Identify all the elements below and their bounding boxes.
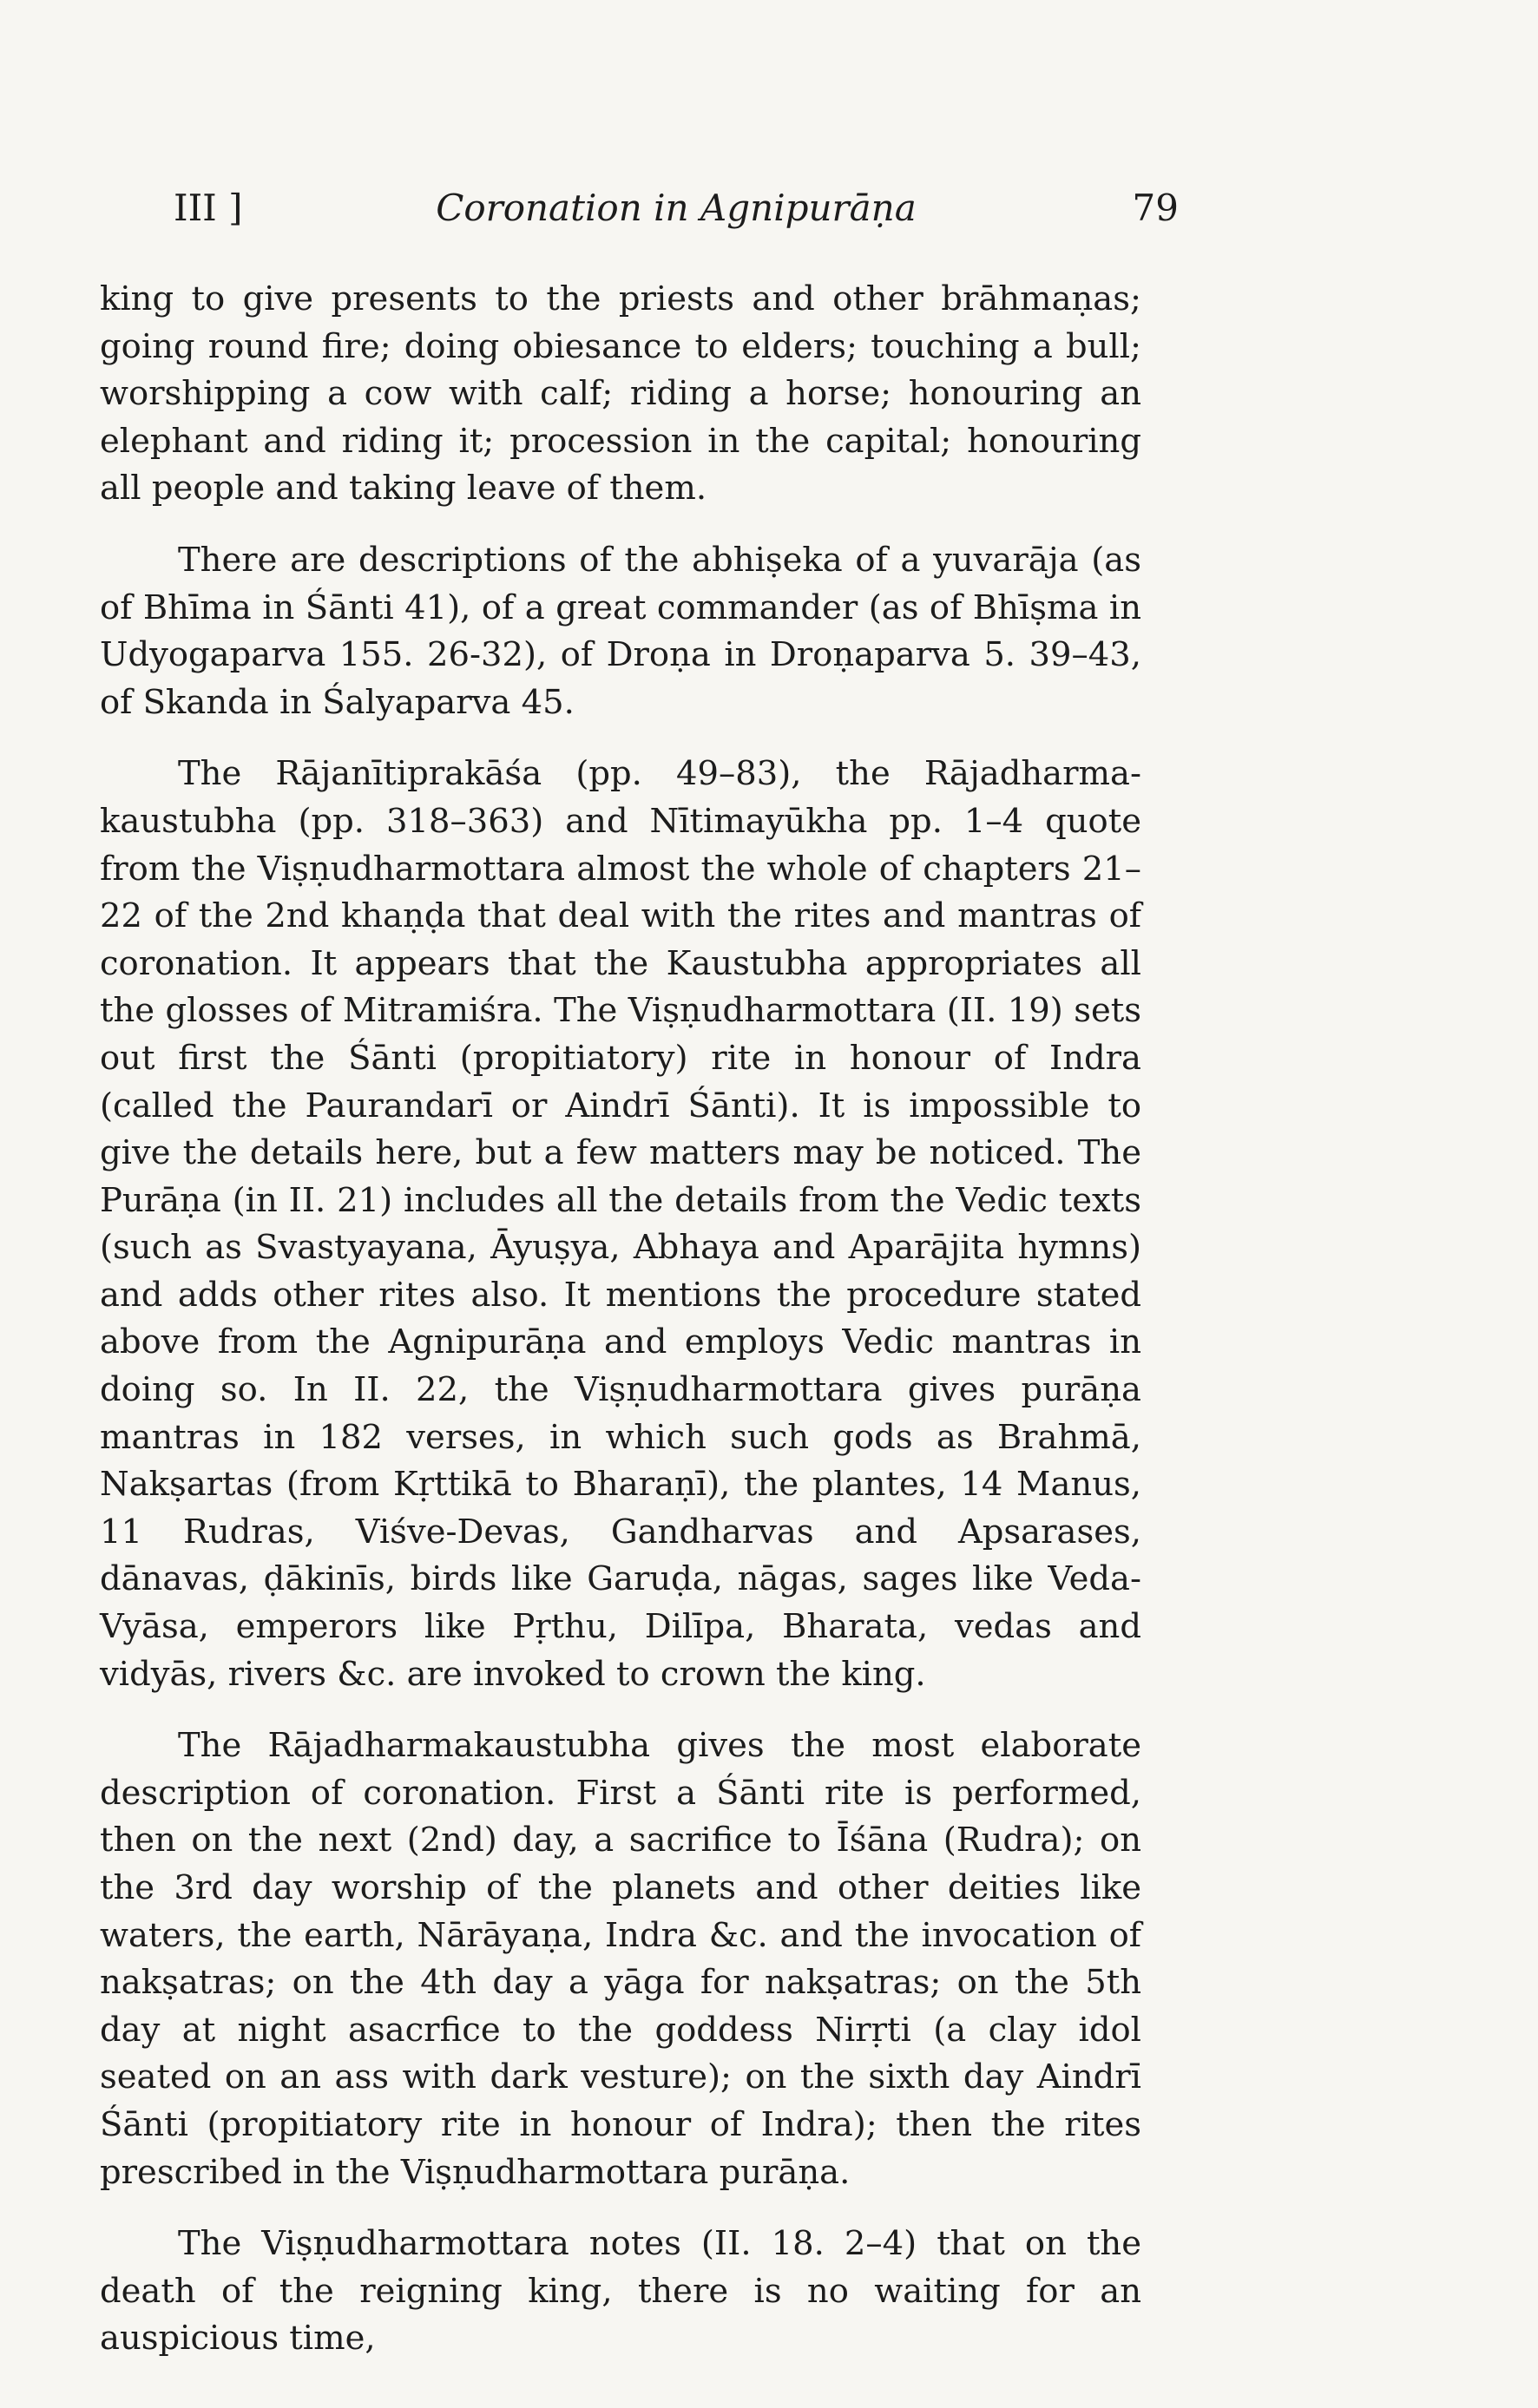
body-text xyxy=(100,276,1141,2363)
running-head xyxy=(174,187,1179,239)
paragraph-abhiseka: There are descriptions of the abhiṣeka of a yuvarāja (as of Bhīma in Śānti 41), of a great commander (as of Bhīṣma in Udyogaparva 155. 26-32), of Droṇa in Droṇaparva 5. 39–43, of Skanda in Śalyaparva 45. xyxy=(100,540,1141,722)
paragraph-rajadharmakaustubha: The Rājadharmakaustubha gives the most elaborate description of coronation. First a Śānti rite is performed, then on the next (2nd) day, a sacrifice to Īśāna (Rudra); on the 3rd day worship of the planets and other deities like waters, the earth, Nārāyaṇa, Indra &c. and the invocation of nakṣatras; on the 4th day a yāga for nakṣatras; on the 5th day at night asacrfice to the goddess Nirṛti (a clay idol seated on an ass with dark vesture); on the sixth day Aindrī Śānti (propitiatory rite in honour of Indra); then the rites prescribed in the Viṣṇudharmottara purāṇa. xyxy=(100,1726,1141,2192)
paragraph-visnudharmottara: The Viṣṇudharmottara notes (II. 18. 2–4) that on the death of the reigning king, there is no waiting for an auspicious time, xyxy=(100,2224,1141,2359)
paragraph-continued: king to give presents to the priests and other brāhmaṇas; going round fire; doing obiesance to elders; touching a bull; worshipping a cow with calf; riding a horse; honouring an elephant and riding it; procession in the capital; honouring all people and taking leave of them. xyxy=(100,279,1141,509)
running-title: Coronation in Agnipurāṇa xyxy=(436,187,917,229)
paragraph-rajanitiprakasa: The Rājanītiprakāśa (pp. 49–83), the Rājadharma-kaustubha (pp. 318–363) and Nītimayūkha pp. 1–4 quote from the Viṣṇudharmottara almost the whole of chapters 21–22 of the 2nd khaṇḍa that deal with the rites and mantras of coronation. It appears that the Kaustubha appropriates all the glosses of Mitramiśra. The Viṣṇudharmottara (II. 19) sets out first the Śānti (propitiatory) rite in honour of Indra (called the Paurandarī or Aindrī Śānti). It is impossible to give the details here, but a few matters may be noticed. The Purāṇa (in II. 21) includes all the details from the Vedic texts (such as Svastyayana, Āyuṣya, Abhaya and Aparājita hymns) and adds other rites also. It mentions the procedure stated above from the Agnipurāṇa and employs Vedic mantras in doing so. In II. 22, the Viṣṇudharmottara gives purāṇa mantras in 182 verses, in which such gods as Brahmā, Nakṣartas (from Kṛttikā to Bharaṇī), the plantes, 14 Manus, 11 Rudras, Viśve-Devas, Gandharvas and Apsarases, dānavas, ḍākinīs, birds like Garuḍa, nāgas, sages like Veda-Vyāsa, emperors like Pṛthu, Dilīpa, Bharata, vedas and vidyās, rivers &c. are invoked to crown the king. xyxy=(100,754,1141,1694)
page-number: 79 xyxy=(1132,187,1179,229)
chapter-number: III ] xyxy=(174,187,243,229)
